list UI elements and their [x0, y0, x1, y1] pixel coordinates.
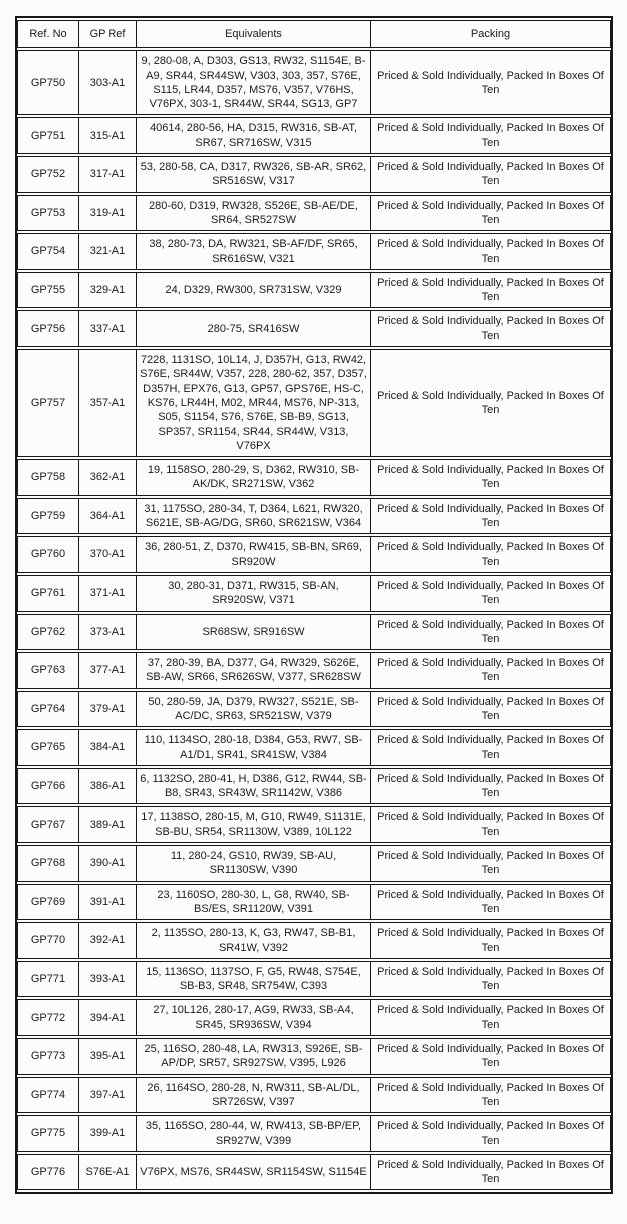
ref-no-cell: GP753	[17, 195, 79, 232]
ref-no-cell: GP770	[17, 922, 79, 959]
table-body	[17, 50, 611, 1190]
header-packing: Packing	[371, 20, 611, 48]
equivalents-cell: 50, 280-59, JA, D379, RW327, S521E, SB-AC/DC, SR63, SR521SW, V379	[137, 691, 371, 728]
table-row	[17, 768, 611, 805]
packing-cell: Priced & Sold Individually, Packed In Boxes Of Ten	[371, 117, 611, 154]
header-row	[17, 20, 611, 48]
equivalents-cell: 24, D329, RW300, SR731SW, V329	[137, 272, 371, 309]
gp-ref-cell: 386-A1	[79, 768, 137, 805]
packing-cell: Priced & Sold Individually, Packed In Boxes Of Ten	[371, 575, 611, 612]
equivalents-cell: 36, 280-51, Z, D370, RW415, SB-BN, SR69, SR920W	[137, 536, 371, 573]
ref-no-cell: GP766	[17, 768, 79, 805]
gp-ref-cell: 373-A1	[79, 614, 137, 651]
gp-ref-cell: 384-A1	[79, 729, 137, 766]
equivalents-cell: 2, 1135SO, 280-13, K, G3, RW47, SB-B1, SR41W, V392	[137, 922, 371, 959]
ref-no-cell: GP755	[17, 272, 79, 309]
packing-cell: Priced & Sold Individually, Packed In Boxes Of Ten	[371, 691, 611, 728]
table-row	[17, 536, 611, 573]
table-row	[17, 652, 611, 689]
packing-cell: Priced & Sold Individually, Packed In Boxes Of Ten	[371, 1077, 611, 1114]
equivalents-cell: V76PX, MS76, SR44SW, SR1154SW, S1154E	[137, 1154, 371, 1191]
packing-cell: Priced & Sold Individually, Packed In Boxes Of Ten	[371, 768, 611, 805]
equivalents-cell: 53, 280-58, CA, D317, RW326, SB-AR, SR62, SR516SW, V317	[137, 156, 371, 193]
ref-no-cell: GP767	[17, 806, 79, 843]
table-row	[17, 691, 611, 728]
equivalents-cell: 9, 280-08, A, D303, GS13, RW32, S1154E, B-A9, SR44, SR44SW, V303, 303, 357, S76E, S115, LR44, D357, MS76, V357, V76HS, V76PX, 303-1, SR44W, SR44, SG13, GP7	[137, 50, 371, 115]
packing-cell: Priced & Sold Individually, Packed In Boxes Of Ten	[371, 498, 611, 535]
table-row	[17, 1115, 611, 1152]
equivalents-cell: 30, 280-31, D371, RW315, SB-AN, SR920SW, V371	[137, 575, 371, 612]
gp-ref-cell: 395-A1	[79, 1038, 137, 1075]
gp-ref-cell: 317-A1	[79, 156, 137, 193]
gp-ref-cell: 377-A1	[79, 652, 137, 689]
header-ref-no: Ref. No	[17, 20, 79, 48]
packing-cell: Priced & Sold Individually, Packed In Boxes Of Ten	[371, 845, 611, 882]
table-row	[17, 729, 611, 766]
packing-cell: Priced & Sold Individually, Packed In Boxes Of Ten	[371, 310, 611, 347]
packing-cell: Priced & Sold Individually, Packed In Boxes Of Ten	[371, 1115, 611, 1152]
ref-no-cell: GP773	[17, 1038, 79, 1075]
gp-ref-cell: 391-A1	[79, 884, 137, 921]
equivalents-cell: SR68SW, SR916SW	[137, 614, 371, 651]
header-equivalents: Equivalents	[137, 20, 371, 48]
ref-no-cell: GP760	[17, 536, 79, 573]
equivalents-cell: 40614, 280-56, HA, D315, RW316, SB-AT, SR67, SR716SW, V315	[137, 117, 371, 154]
table-row	[17, 1038, 611, 1075]
equivalents-cell: 280-60, D319, RW328, S526E, SB-AE/DE, SR64, SR527SW	[137, 195, 371, 232]
packing-cell: Priced & Sold Individually, Packed In Boxes Of Ten	[371, 459, 611, 496]
gp-ref-cell: 321-A1	[79, 233, 137, 270]
table-row	[17, 999, 611, 1036]
table-row	[17, 233, 611, 270]
table-row	[17, 884, 611, 921]
packing-cell: Priced & Sold Individually, Packed In Boxes Of Ten	[371, 999, 611, 1036]
ref-no-cell: GP775	[17, 1115, 79, 1152]
packing-cell: Priced & Sold Individually, Packed In Boxes Of Ten	[371, 961, 611, 998]
ref-no-cell: GP757	[17, 349, 79, 457]
gp-ref-cell: 364-A1	[79, 498, 137, 535]
battery-equivalents-table	[17, 18, 611, 1192]
ref-no-cell: GP768	[17, 845, 79, 882]
table-row	[17, 961, 611, 998]
gp-ref-cell: 393-A1	[79, 961, 137, 998]
packing-cell: Priced & Sold Individually, Packed In Boxes Of Ten	[371, 156, 611, 193]
ref-no-cell: GP751	[17, 117, 79, 154]
equivalents-cell: 31, 1175SO, 280-34, T, D364, L621, RW320, S621E, SB-AG/DG, SR60, SR621SW, V364	[137, 498, 371, 535]
gp-ref-cell: 392-A1	[79, 922, 137, 959]
equivalents-cell: 25, 116SO, 280-48, LA, RW313, S926E, SB-AP/DP, SR57, SR927SW, V395, L926	[137, 1038, 371, 1075]
gp-ref-cell: 371-A1	[79, 575, 137, 612]
table-row	[17, 310, 611, 347]
ref-no-cell: GP759	[17, 498, 79, 535]
packing-cell: Priced & Sold Individually, Packed In Boxes Of Ten	[371, 536, 611, 573]
ref-no-cell: GP756	[17, 310, 79, 347]
table-row	[17, 156, 611, 193]
table-row	[17, 50, 611, 115]
gp-ref-cell: 303-A1	[79, 50, 137, 115]
packing-cell: Priced & Sold Individually, Packed In Boxes Of Ten	[371, 806, 611, 843]
equivalents-cell: 35, 1165SO, 280-44, W, RW413, SB-BP/EP, SR927W, V399	[137, 1115, 371, 1152]
table-frame	[15, 16, 613, 1194]
ref-no-cell: GP772	[17, 999, 79, 1036]
packing-cell: Priced & Sold Individually, Packed In Boxes Of Ten	[371, 884, 611, 921]
packing-cell: Priced & Sold Individually, Packed In Boxes Of Ten	[371, 233, 611, 270]
gp-ref-cell: 337-A1	[79, 310, 137, 347]
equivalents-cell: 280-75, SR416SW	[137, 310, 371, 347]
gp-ref-cell: 399-A1	[79, 1115, 137, 1152]
table-row	[17, 614, 611, 651]
ref-no-cell: GP769	[17, 884, 79, 921]
packing-cell: Priced & Sold Individually, Packed In Boxes Of Ten	[371, 1038, 611, 1075]
ref-no-cell: GP761	[17, 575, 79, 612]
gp-ref-cell: 315-A1	[79, 117, 137, 154]
ref-no-cell: GP758	[17, 459, 79, 496]
gp-ref-cell: 394-A1	[79, 999, 137, 1036]
packing-cell: Priced & Sold Individually, Packed In Boxes Of Ten	[371, 729, 611, 766]
table-row	[17, 498, 611, 535]
gp-ref-cell: 370-A1	[79, 536, 137, 573]
table-row	[17, 349, 611, 457]
table-row	[17, 845, 611, 882]
ref-no-cell: GP754	[17, 233, 79, 270]
equivalents-cell: 11, 280-24, GS10, RW39, SB-AU, SR1130SW, V390	[137, 845, 371, 882]
packing-cell: Priced & Sold Individually, Packed In Boxes Of Ten	[371, 272, 611, 309]
ref-no-cell: GP774	[17, 1077, 79, 1114]
table-row	[17, 922, 611, 959]
packing-cell: Priced & Sold Individually, Packed In Boxes Of Ten	[371, 1154, 611, 1191]
gp-ref-cell: 357-A1	[79, 349, 137, 457]
table-row	[17, 1154, 611, 1191]
packing-cell: Priced & Sold Individually, Packed In Boxes Of Ten	[371, 614, 611, 651]
table-row	[17, 272, 611, 309]
table-row	[17, 459, 611, 496]
gp-ref-cell: 362-A1	[79, 459, 137, 496]
equivalents-cell: 15, 1136SO, 1137SO, F, G5, RW48, S754E, SB-B3, SR48, SR754W, C393	[137, 961, 371, 998]
ref-no-cell: GP776	[17, 1154, 79, 1191]
ref-no-cell: GP750	[17, 50, 79, 115]
gp-ref-cell: 319-A1	[79, 195, 137, 232]
equivalents-cell: 17, 1138SO, 280-15, M, G10, RW49, S1131E, SB-BU, SR54, SR1130W, V389, 10L122	[137, 806, 371, 843]
header-gp-ref: GP Ref	[79, 20, 137, 48]
packing-cell: Priced & Sold Individually, Packed In Boxes Of Ten	[371, 349, 611, 457]
ref-no-cell: GP763	[17, 652, 79, 689]
gp-ref-cell: 379-A1	[79, 691, 137, 728]
equivalents-cell: 23, 1160SO, 280-30, L, G8, RW40, SB-BS/ES, SR1120W, V391	[137, 884, 371, 921]
gp-ref-cell: 329-A1	[79, 272, 137, 309]
packing-cell: Priced & Sold Individually, Packed In Boxes Of Ten	[371, 922, 611, 959]
equivalents-cell: 19, 1158SO, 280-29, S, D362, RW310, SB-AK/DK, SR271SW, V362	[137, 459, 371, 496]
table-row	[17, 117, 611, 154]
equivalents-cell: 27, 10L126, 280-17, AG9, RW33, SB-A4, SR45, SR936SW, V394	[137, 999, 371, 1036]
equivalents-cell: 37, 280-39, BA, D377, G4, RW329, S626E, SB-AW, SR66, SR626SW, V377, SR628SW	[137, 652, 371, 689]
equivalents-cell: 110, 1134SO, 280-18, D384, G53, RW7, SB-A1/D1, SR41, SR41SW, V384	[137, 729, 371, 766]
ref-no-cell: GP764	[17, 691, 79, 728]
ref-no-cell: GP752	[17, 156, 79, 193]
equivalents-cell: 6, 1132SO, 280-41, H, D386, G12, RW44, SB-B8, SR43, SR43W, SR1142W, V386	[137, 768, 371, 805]
table-row	[17, 575, 611, 612]
table-row	[17, 806, 611, 843]
ref-no-cell: GP771	[17, 961, 79, 998]
equivalents-cell: 38, 280-73, DA, RW321, SB-AF/DF, SR65, SR616SW, V321	[137, 233, 371, 270]
gp-ref-cell: 397-A1	[79, 1077, 137, 1114]
table-row	[17, 1077, 611, 1114]
ref-no-cell: GP765	[17, 729, 79, 766]
packing-cell: Priced & Sold Individually, Packed In Boxes Of Ten	[371, 652, 611, 689]
equivalents-cell: 7228, 1131SO, 10L14, J, D357H, G13, RW42, S76E, SR44W, V357, 228, 280-62, 357, D357, D357H, EPX76, G13, GP57, GPS76E, HS-C, KS76, LR44H, M02, MR44, MS76, NP-313, S05, S1154, S76, S76E, SB-B9, SG13, SP357, SR1154, SR44, SR44W, V313, V76PX	[137, 349, 371, 457]
gp-ref-cell: S76E-A1	[79, 1154, 137, 1191]
packing-cell: Priced & Sold Individually, Packed In Boxes Of Ten	[371, 50, 611, 115]
ref-no-cell: GP762	[17, 614, 79, 651]
gp-ref-cell: 390-A1	[79, 845, 137, 882]
table-row	[17, 195, 611, 232]
packing-cell: Priced & Sold Individually, Packed In Boxes Of Ten	[371, 195, 611, 232]
gp-ref-cell: 389-A1	[79, 806, 137, 843]
equivalents-cell: 26, 1164SO, 280-28, N, RW311, SB-AL/DL, SR726SW, V397	[137, 1077, 371, 1114]
